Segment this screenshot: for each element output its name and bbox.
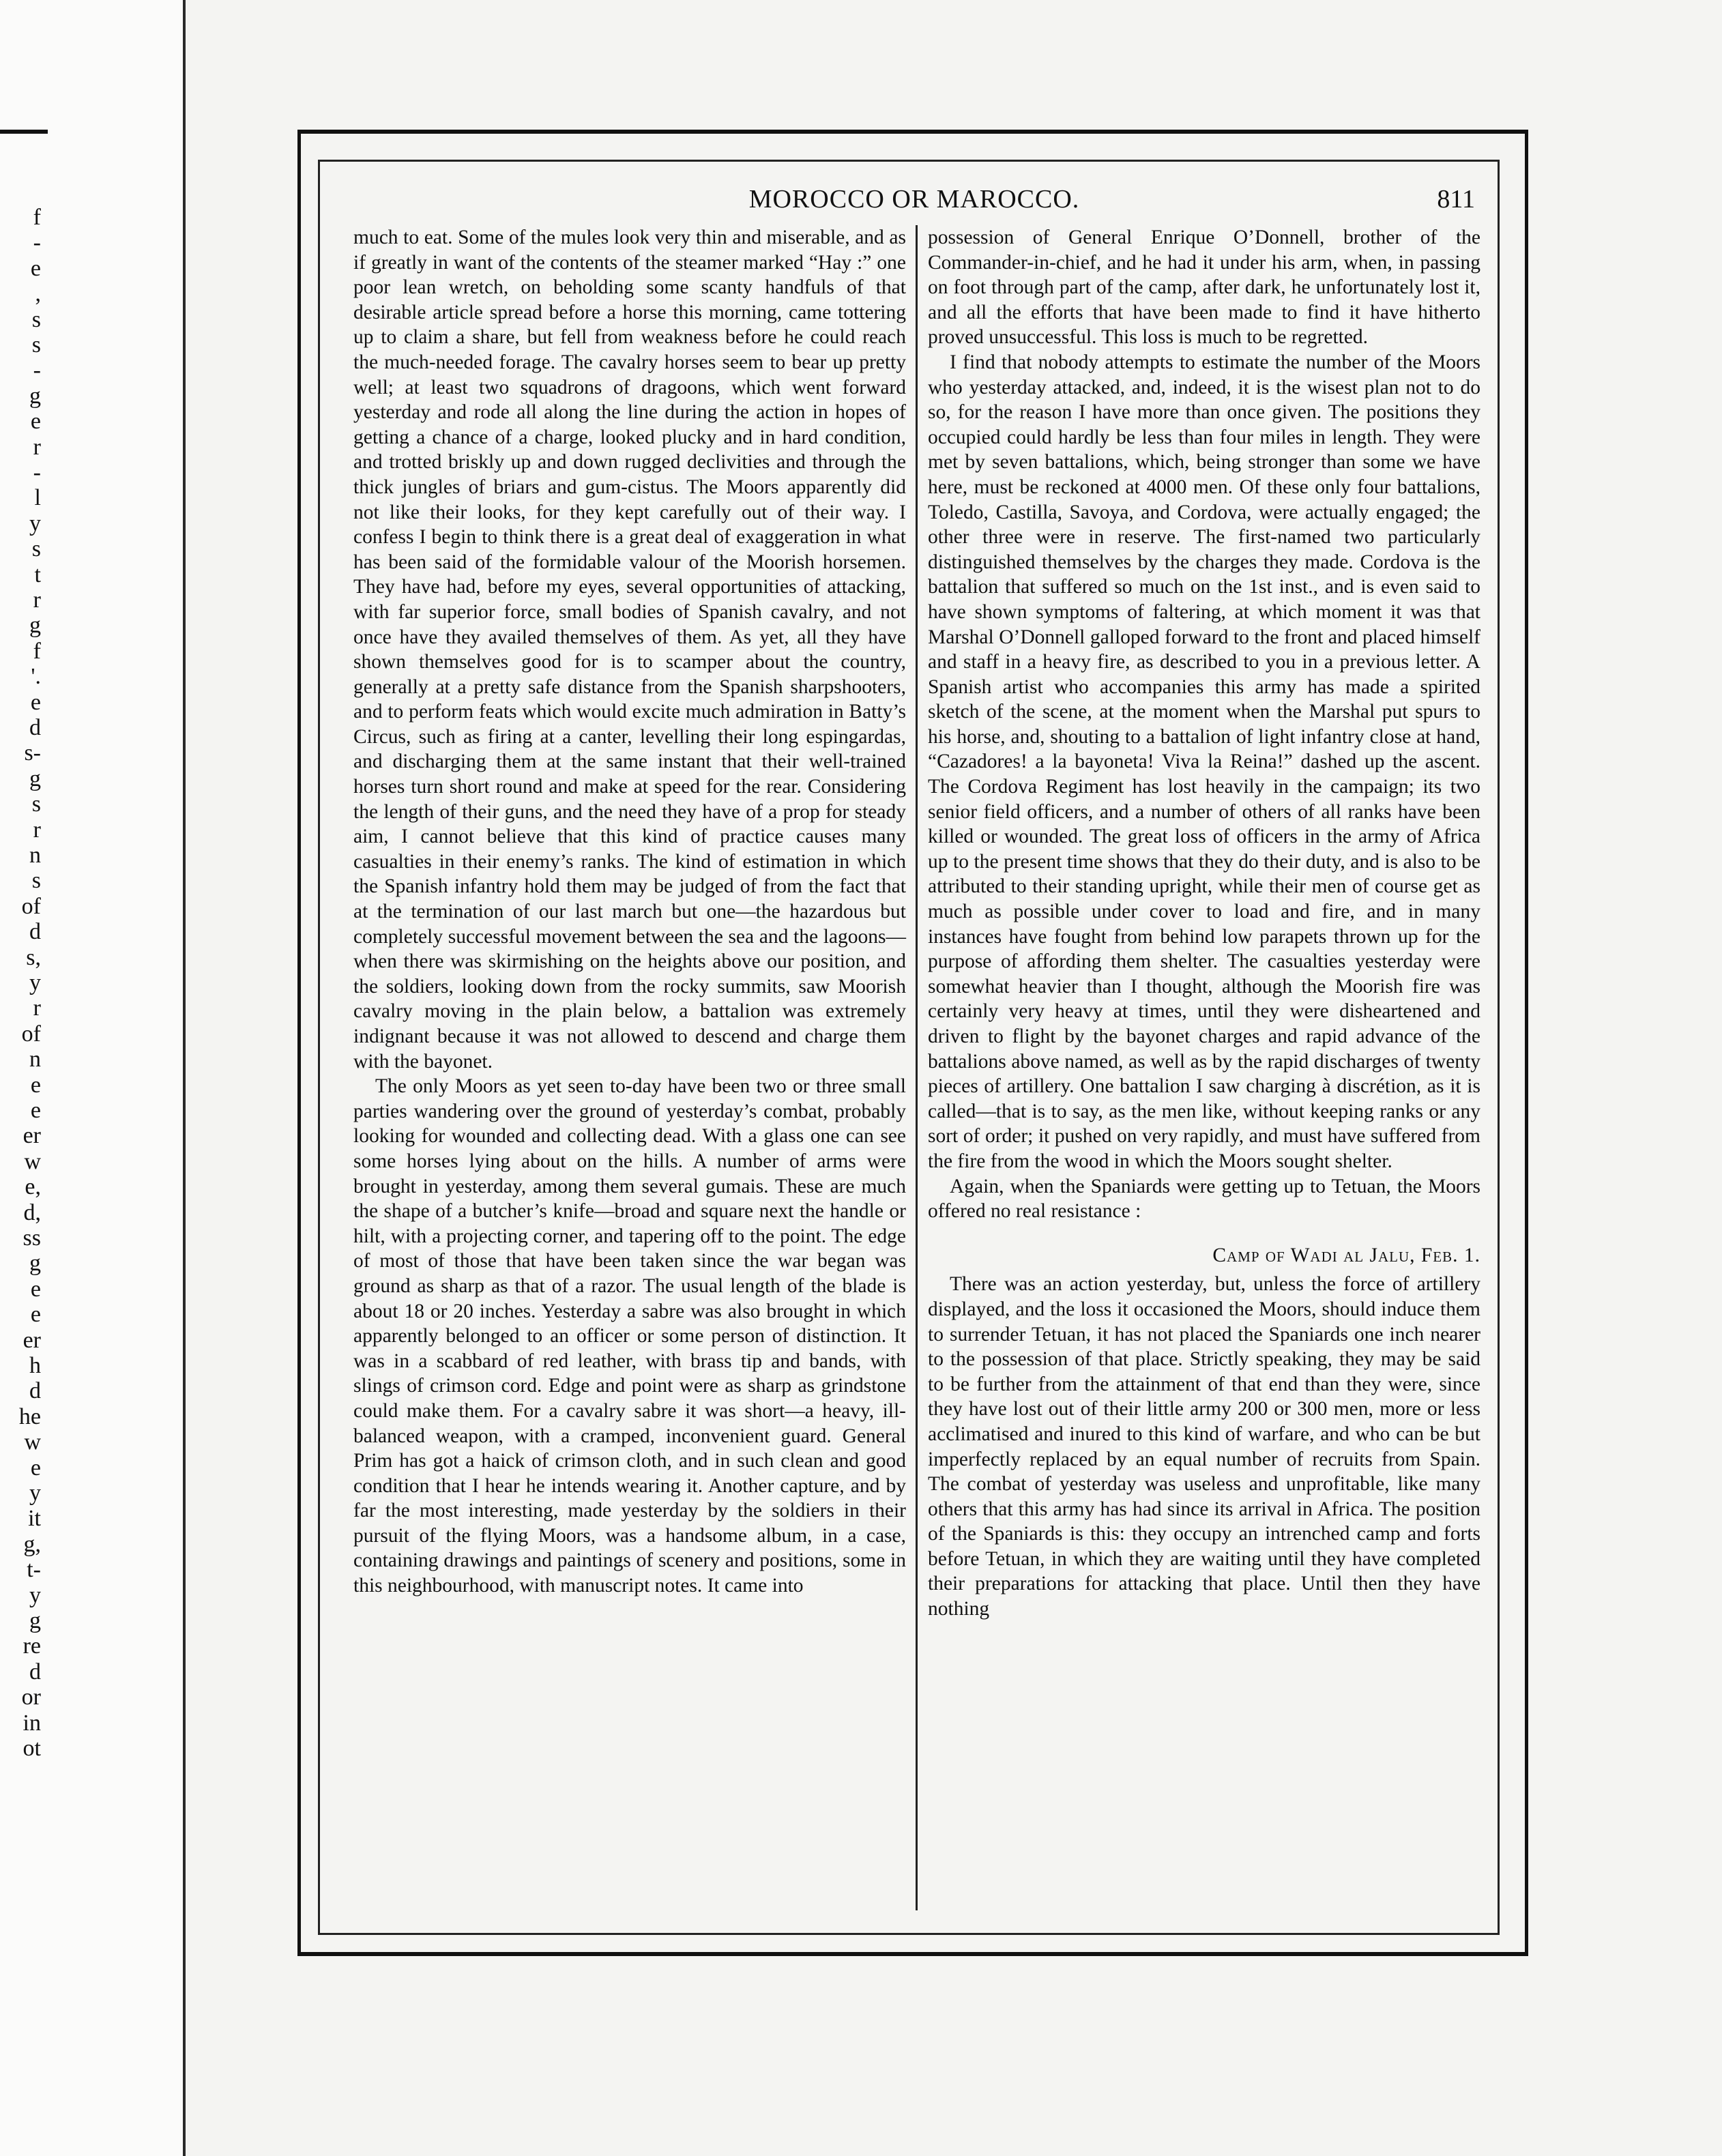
- spill-fragment: s: [31, 332, 41, 358]
- spill-fragment: d: [29, 1378, 41, 1404]
- spill-fragment: e: [30, 1276, 41, 1302]
- spill-fragment: -: [33, 230, 41, 256]
- spill-fragment: ot: [23, 1736, 41, 1761]
- spill-fragment: s-: [24, 740, 41, 766]
- spill-fragment: s: [31, 306, 41, 332]
- spill-fragment: g: [29, 383, 41, 409]
- spill-fragment: w: [24, 1148, 41, 1174]
- spill-fragment: r: [33, 817, 41, 843]
- spill-fragment: -: [33, 460, 41, 485]
- spill-fragment: re: [23, 1633, 41, 1659]
- spill-fragment: g: [29, 766, 41, 791]
- spill-fragment: s: [31, 868, 41, 894]
- spill-fragment: e: [30, 689, 41, 715]
- previous-page-spill: [0, 0, 48, 2156]
- spill-fragment: d: [29, 919, 41, 945]
- spill-fragment: l: [34, 485, 41, 511]
- spill-fragment: d: [29, 715, 41, 740]
- right-column: [928, 225, 1480, 1910]
- spill-fragment: he: [18, 1403, 41, 1429]
- spill-fragment: h: [29, 1353, 41, 1378]
- spill-fragment: e: [30, 1072, 41, 1098]
- spill-fragment: e: [30, 409, 41, 435]
- spill-fragment: d,: [23, 1199, 41, 1225]
- binding-edge: [183, 0, 186, 2156]
- spill-fragment: e: [30, 1098, 41, 1123]
- running-title: MOROCCO OR MAROCCO.: [748, 185, 1080, 214]
- spill-fragment: in: [23, 1710, 41, 1736]
- spill-fragment: e: [30, 255, 41, 281]
- spill-fragment: w: [24, 1429, 41, 1455]
- paragraph: possession of General Enrique O’Donnell, brother of the Commander-in-chief, and he had it under his arm, when, in passing on foot through part of the camp, after dark, he unfortunately lost it, and all the efforts that have been made to find it have hitherto proved unsuccessful. This loss is much to be regretted.: [928, 227, 1480, 349]
- column-divider: [916, 225, 918, 1910]
- spill-fragment: y: [29, 1582, 41, 1608]
- spill-fragment: e: [30, 1455, 41, 1481]
- spill-fragment: -: [33, 358, 41, 383]
- spill-fragment: y: [29, 970, 41, 995]
- spill-fragment: r: [33, 434, 41, 460]
- spill-fragment: e: [30, 1302, 41, 1328]
- spill-fragment: '.: [31, 664, 41, 690]
- spill-fragment: f: [33, 205, 41, 230]
- spill-fragment: d: [29, 1659, 41, 1685]
- spill-fragment: y: [29, 1481, 41, 1506]
- spill-fragment: er: [23, 1327, 41, 1353]
- spill-fragment: r: [33, 995, 41, 1021]
- spill-fragment: ss: [23, 1225, 41, 1251]
- running-header: [341, 184, 1487, 225]
- spill-fragment: ,: [35, 281, 41, 307]
- paragraph: much to eat. Some of the mules look very thin and miserable, and as if greatly in want of the contents of the steamer marked “Hay :” one poor lean wretch, on beholding some scanty handfuls of that desirable article spread before a horse this morning, came tottering up to claim a share, but fell from weakness before he could reach the much-needed forage. The cavalry horses seem to bear up pretty well; at least two squadrons of dragoons, which went forward yesterday and rode all along the line during the action in hopes of getting a chance of a charge, looked plucky and in hard condition, and trotted briskly up and down rugged declivities and through the thick jungles of briars and gum-cistus. The Moors apparently did not like their looks, for they kept carefully out of their way. I confess I begin to think there is a great deal of exaggeration in what has been said of the formidable valour of the Moorish horsemen. They have had, before my eyes, several opportunities of attacking, with far superior force, small bodies of Spanish cavalry, and not once have they availed themselves of them. As yet, all they have shown themselves good for is to scamper about the country, generally at a pretty safe distance from the Spanish sharpshooters, and to perform feats which would excite much admiration in Batty’s Circus, such as firing at a canter, levelling their long espingardas, and discharging them at the same instant that their well-trained horses turn short round and make at speed for the rear. Considering the length of their guns, and the need they have of a prop for steady aim, I cannot believe that this kind of practice causes many casualties in their enemy’s ranks. The kind of estimation in which the Spanish infantry hold them may be judged of from the fact that at the termination of our last march but one—the hazardous but completely successful movement between the sea and the lagoons—when there was skirmishing on the heights above our position, and the soldiers, looking down from the rocky summits, saw Moorish cavalry moving in the plain below, a battalion was extremely indignant because it was not allowed to descend and charge them with the bayonet.: [353, 227, 906, 1073]
- spill-fragment: s: [31, 791, 41, 817]
- spill-fragment: of: [21, 1021, 41, 1047]
- spill-fragment: y: [29, 510, 41, 536]
- spill-fragment: g: [29, 613, 41, 639]
- spill-fragment: of: [21, 893, 41, 919]
- paragraph: I find that nobody attempts to estimate the number of the Moors who yesterday attacked, and, indeed, it is the wisest plan not to do so, for the reason I have more than once given. The positions they occupied could hardly be less than four miles in length. They were met by seven battalions, which, being stronger than some we have here, must be reckoned at 4000 men. Of these only four battalions, Toledo, Castilla, Savoya, and Cordova, were actually engaged; the other three were in reserve. The first-named two particularly distinguished themselves by the charges they made. Cordova is the battalion that suffered so much on the 1st inst., and is even said to have shown symptoms of faltering, at which moment it was that Marshal O’Donnell galloped forward to the front and placed himself and staff in a heavy fire, as described to you in a previous letter. A Spanish artist who accompanies this army has made a spirited sketch of the scene, at the moment when the Marshal put spurs to his horse, and, shouting to a battalion of light infantry close at hand, “Cazadores! a la bayoneta! Viva la Reina!” dashed up the ascent. The Cordova Regiment has lost heavily in the campaign; its two senior field officers, and a number of others of all ranks have been killed or wounded. The great loss of officers in the army of Africa up to the present time shows that they do their duty, and is also to be attributed to their standing upright, while their men of course get as much as possible under cover to load and fire, and in many instances have fought from behind low parapets thrown up for the purpose of affording them shelter. The casualties yesterday were somewhat heavier than I thought, although the Moorish fire was certainly very heavy at times, until they were disheartened and driven to flight by the bayonet charges and rapid advance of the battalions above named, as well as by the rapid discharges of twenty pieces of artillery. One battalion I saw charging à discrétion, as it is called—that is to say, as the men like, without keeping ranks or any sort of order; it pushed on very rapidly, and must have suffered from the fire from the wood in which the Moors sought shelter.: [928, 351, 1480, 1172]
- spill-fragment: n: [29, 1047, 41, 1073]
- dateline: Camp of Wadi al Jalu, Feb. 1.: [1212, 1244, 1480, 1266]
- left-column: [353, 225, 906, 1910]
- spill-fragment: g: [29, 1608, 41, 1633]
- spill-fragment: t: [34, 562, 41, 587]
- spill-fragment: it: [28, 1506, 41, 1532]
- spill-fragment: g,: [23, 1531, 41, 1557]
- spill-fragment: s,: [26, 944, 41, 970]
- page-number: 811: [1437, 185, 1475, 214]
- paragraph: Again, when the Spaniards were getting up to Tetuan, the Moors offered no real resistance :: [928, 1175, 1480, 1223]
- spill-fragment: s: [31, 536, 41, 562]
- spill-fragment: r: [33, 587, 41, 613]
- spill-fragment: e,: [25, 1174, 41, 1200]
- paragraph: There was an action yesterday, but, unless the force of artillery displayed, and the loss it occasioned the Moors, should induce them to surrender Tetuan, it has not placed the Spaniards one inch nearer to the possession of that place. Strictly speaking, they may be said to be further from the attainment of that end than they were, since they have lost out of their little army 200 or 300 men, more or less acclimatised and inured to this kind of warfare, and who can be but imperfectly replaced by an equal number of recruits from Spain. The combat of yesterday was useless and unprofitable, like many others that this army has had since its arrival in Africa. The position of the Spaniards is this: they occupy an intrenched camp and forts before Tetuan, in which they are waiting until they have completed their preparations for attacking that place. Until then they have nothing: [928, 1273, 1480, 1620]
- spill-fragment: er: [23, 1123, 41, 1149]
- spill-fragment: f: [33, 638, 41, 664]
- spill-fragment: or: [21, 1685, 41, 1710]
- spill-fragment: t-: [27, 1557, 41, 1583]
- spill-fragment: n: [29, 843, 41, 868]
- spill-fragment: g: [29, 1251, 41, 1277]
- paragraph: The only Moors as yet seen to-day have been two or three small parties wandering over the ground of yesterday’s combat, probably looking for wounded and collecting dead. With a glass one can see some horses lying about on the hills. A number of arms were brought in yesterday, among them several gumais. These are much the shape of a butcher’s knife—broad and square next the handle or hilt, with a projecting corner, and tapering off to the point. The edge of most of those that have been taken since the war began was ground as sharp as that of a razor. The usual length of the blade is about 18 or 20 inches. Yesterday a sabre was also brought in which apparently belonged to an officer or some person of distinction. It was in a scabbard of red leather, with brass tip and bands, with slings of crimson cord. Edge and point were as sharp as grindstone could make them. For a cavalry sabre it was short—a heavy, ill-balanced weapon, with a cramped, inconvenient guard. General Prim has got a haick of crimson cloth, and in such clean and good condition that I hear he intends wearing it. Another capture, and by far the most interesting, made yesterday by the soldiers in their pursuit of the flying Moors, was a handsome album, in a case, containing drawings and paintings of scenery and positions, some in this neighbourhood, with manuscript notes. It came into: [353, 1075, 906, 1597]
